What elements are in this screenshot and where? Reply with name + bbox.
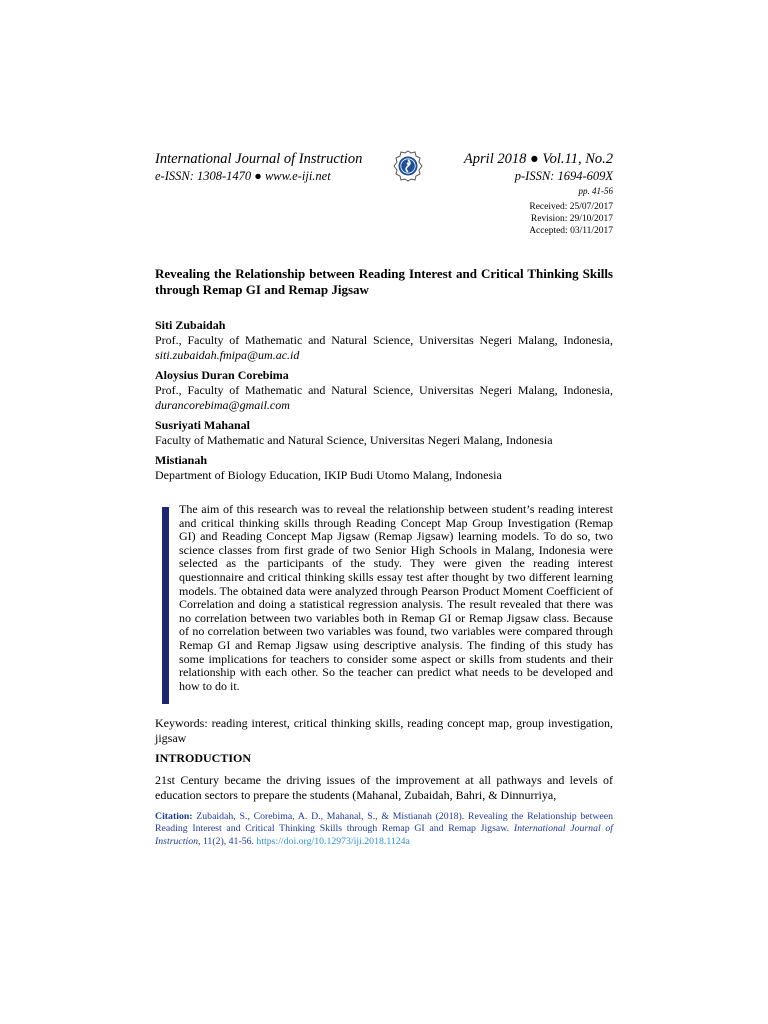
- author-entry: [155, 418, 613, 448]
- abstract-text: The aim of this research was to reveal the relationship between student’s reading interest and critical thinking skills through Reading Concept Map Group Investigation (Remap GI) and Reading Concept Map Jigsaw (Remap Jigsaw) learning models. To do so, two science classes from first grade of two Senior High Schools in Malang, Indonesia were selected as the participants of the study. They were given the reading interest questionnaire and critical thinking skills essay test after thought by two different learning models. The obtained data were analyzed through Pearson Product Moment Coefficient of Correlation and doing a statistical regression analysis. The result revealed that there was no correlation between two variables both in Remap GI or Remap Jigsaw class. Because of no correlation between two variables was found, two variables were compared through Remap GI and Remap Jigsaw using descriptive analysis. The finding of this study has some implications for teachers to consider some aspect or skills from students and their relationship with each other. So the teacher can predict what needs to be developed and how to do it.: [179, 502, 613, 693]
- keywords: Keywords: reading interest, critical thinking skills, reading concept map, group investigation, jigsaw: [155, 716, 613, 745]
- citation-label: Citation:: [155, 811, 193, 822]
- citation-text: Zubaidah, S., Corebima, A. D., Mahanal, S., & Mistianah (2018). Revealing the Relationship between Reading Interest and Critical Thinking Skills through Remap GI and Remap Jigsaw.: [155, 811, 613, 835]
- author-entry: [155, 453, 613, 483]
- author-affiliation: Faculty of Mathematic and Natural Science, Universitas Negeri Malang, Indonesia: [155, 433, 553, 447]
- paper-page: [155, 0, 613, 1024]
- pissn: p-ISSN: 1694-609X: [514, 169, 613, 183]
- page-range: pp. 41-56: [578, 186, 613, 196]
- citation-block: [155, 811, 613, 848]
- author-email[interactable]: durancorebima@gmail.com: [155, 398, 290, 412]
- citation-journal: International Journal of Instruction: [155, 823, 614, 847]
- author-name: Aloysius Duran Corebima: [155, 368, 289, 382]
- section-heading-introduction: INTRODUCTION: [155, 751, 252, 765]
- journal-header-right: [464, 150, 613, 197]
- affiliation-text: Prof., Faculty of Mathematic and Natural Science, Universitas Negeri Malang, Indonesia,: [155, 333, 613, 347]
- citation-volume: , 11(2), 41-56.: [198, 835, 257, 847]
- issue-info: April 2018 ● Vol.11, No.2: [463, 151, 613, 167]
- author-entry: [155, 368, 613, 413]
- paper-title: Revealing the Relationship between Reading Interest and Critical Thinking Skills through Remap GI and Remap Jigsaw: [155, 266, 613, 297]
- abstract-accent-bar: [162, 507, 169, 704]
- received-date: Received: 25/07/2017: [529, 202, 613, 212]
- author-name: Mistianah: [155, 453, 208, 467]
- eissn-website: e-ISSN: 1308-1470 ● www.e-iji.net: [155, 169, 331, 183]
- author-name: Siti Zubaidah: [155, 318, 226, 332]
- author-affiliation: Department of Biology Education, IKIP Budi Utomo Malang, Indonesia: [155, 468, 502, 482]
- journal-name: International Journal of Instruction: [155, 151, 363, 167]
- author-name: Susriyati Mahanal: [155, 418, 251, 432]
- journal-header-left: [155, 150, 362, 184]
- author-entry: [155, 318, 613, 363]
- author-list: [155, 318, 613, 488]
- author-affiliation: [155, 333, 613, 363]
- author-affiliation: [155, 383, 613, 413]
- introduction-text: 21st Century became the driving issues of the improvement at all pathways and levels of education sectors to prepare the students (Mahanal, Zubaidah, Bahri, & Dinnurriya,: [155, 773, 613, 802]
- accepted-date: Accepted: 03/11/2017: [529, 226, 613, 236]
- doi-link[interactable]: https://doi.org/10.12973/iji.2018.1124a: [256, 835, 410, 847]
- submission-dates: [529, 201, 613, 237]
- journal-logo-icon: [393, 150, 423, 182]
- affiliation-text: Prof., Faculty of Mathematic and Natural Science, Universitas Negeri Malang, Indonesia,: [155, 383, 613, 397]
- revision-date: Revision: 29/10/2017: [530, 214, 613, 224]
- author-email[interactable]: siti.zubaidah.fmipa@um.ac.id: [155, 348, 300, 362]
